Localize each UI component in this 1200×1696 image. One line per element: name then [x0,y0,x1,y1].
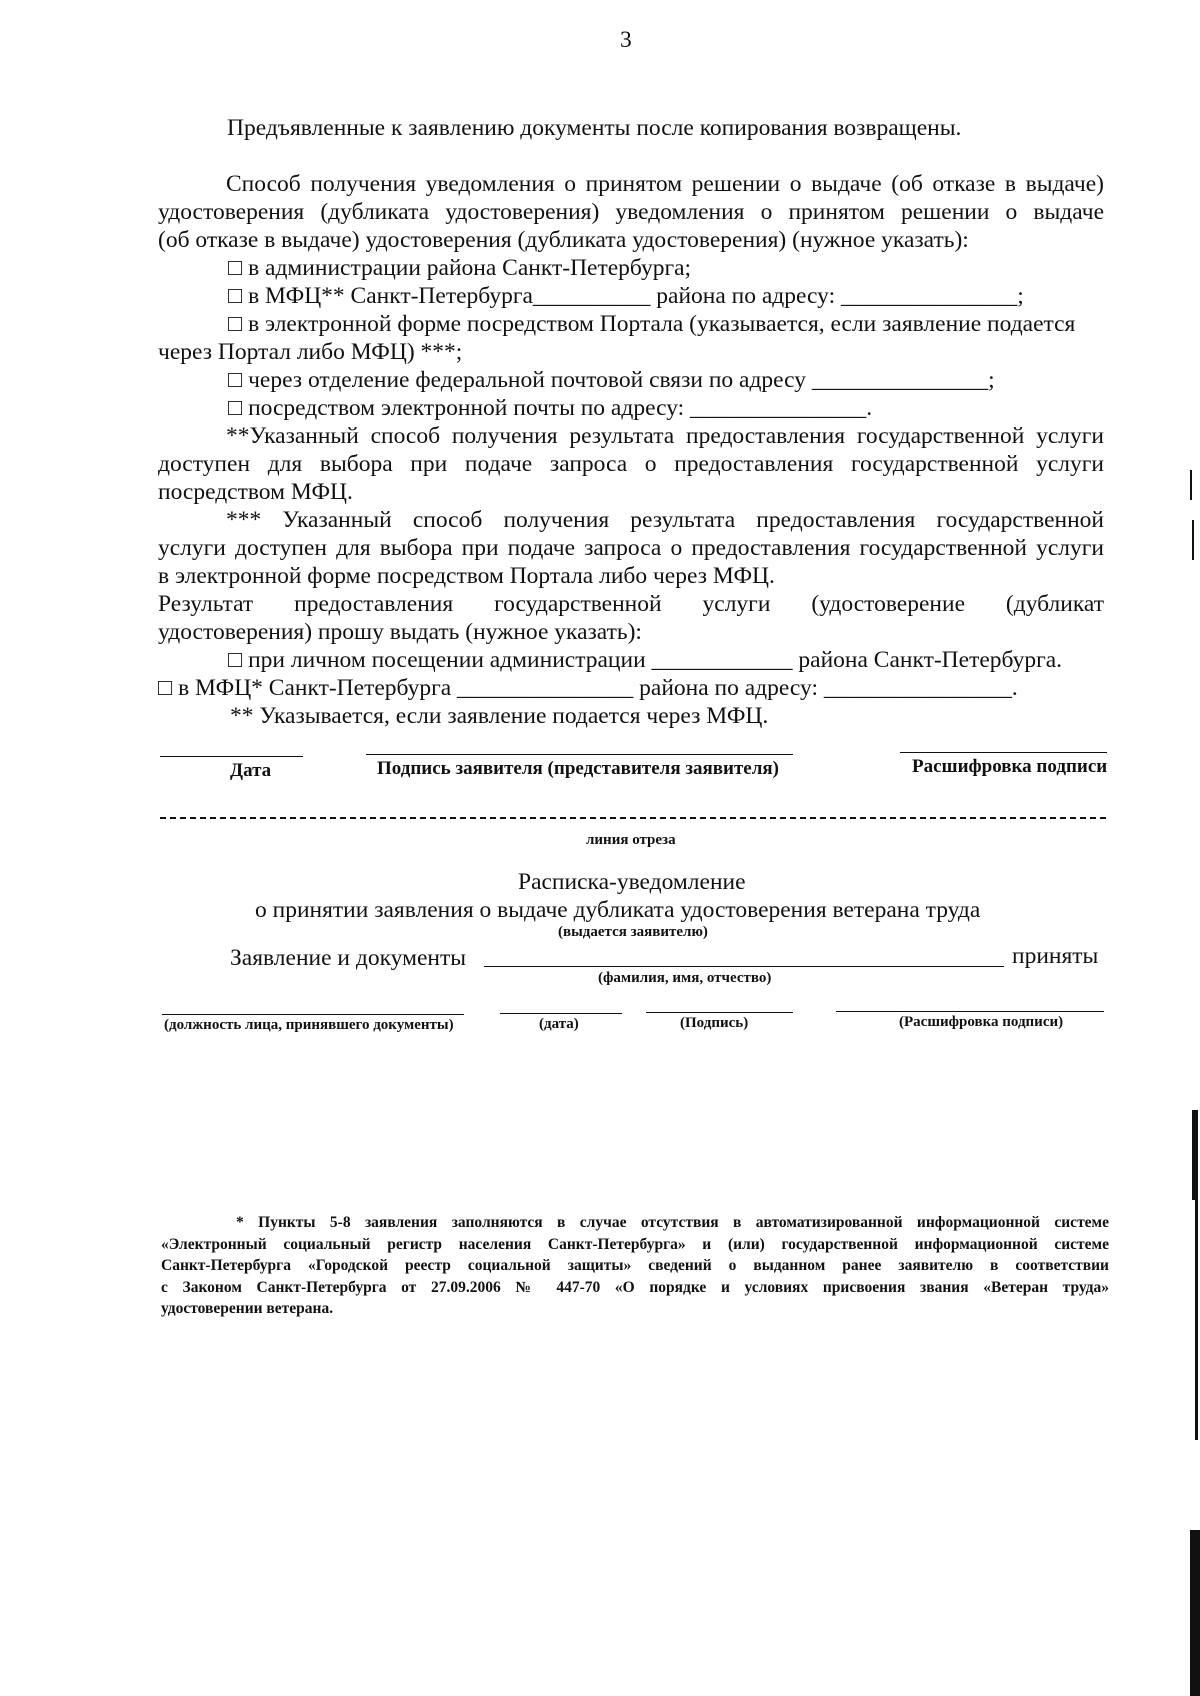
decoding-line [900,752,1107,753]
applicant-signature-line [366,754,793,755]
result-option-mfc[interactable]: □ в МФЦ* Санкт-Петербурга _______________ района по адресу: ________________. [158,675,1018,701]
date-line [160,756,303,757]
decoding-label: Расшифровка подписи [912,756,1108,777]
bottom-note [161,1212,1109,1320]
result-option-personal[interactable]: □ при личном посещении администрации ____________ района Санкт-Петербурга. [228,647,1063,673]
result-note: ** Указывается, если заявление подается через МФЦ. [230,703,769,729]
receipt-title: Расписка-уведомление [518,869,746,895]
footnote3-line-3: в электронной форме посредством Портала либо через МФЦ. [158,563,775,589]
fio-label: (фамилия, имя, отчество) [598,970,772,986]
notification-line-1: Способ получения уведомления о принятом решении о выдаче (об отказе в выдаче) [226,171,1104,197]
position-line [162,1014,464,1015]
footnote2-line-2: доступен для выбора при подаче запроса о предоставления государственной услуги [158,451,1104,477]
fio-line[interactable] [484,966,1004,967]
result-line-2: удостоверения) прошу выдать (нужное указать): [158,619,642,645]
footnote3-line-1: *** Указанный способ получения результата предоставления государственной [226,507,1104,533]
option-electronic-cont: через Портал либо МФЦ) ***; [158,339,463,365]
footnote2-line-1: **Указанный способ получения результата предоставления государственной услуги [226,423,1104,449]
option-mfc[interactable]: □ в МФЦ** Санкт-Петербурга__________ района по адресу: _______________; [228,283,1024,309]
result-line-1: Результат предоставления государственной услуги (удостоверение (дубликат [158,591,1104,617]
receipt-subtitle: о принятии заявления о выдаче дубликата удостоверения ветерана труда [255,897,981,923]
scan-mark-5 [1192,520,1194,560]
bottom-note-line-1: * Пункты 5-8 заявления заполняются в случае отсутствия в автоматизированной информационной системе [236,1214,1109,1231]
cut-line-label: линия отреза [586,832,676,848]
option-email[interactable]: □ посредством электронной почты по адресу: _______________. [228,395,873,421]
receipt-decoding-line [836,1011,1104,1012]
receipt-date-line [500,1013,622,1014]
statement-suffix: приняты [1012,943,1099,969]
receipt-date-label: (дата) [539,1016,579,1032]
page-number: 3 [620,27,632,53]
footnote3-line-2: услуги доступен для выбора при подаче запроса о предоставления государственной услуги [158,535,1104,561]
cut-line [160,817,1106,819]
scan-mark-2 [1195,1200,1198,1440]
bottom-note-line-4: с Законом Санкт-Петербурга от 27.09.2006 № 447-70 «О порядке и условиях присвоения звания «Ветеран труда» [161,1278,1109,1296]
footnote2-line-3: посредством МФЦ. [158,479,353,505]
scan-mark-1 [1192,1110,1198,1200]
bottom-note-line-5: удостоверении ветерана. [161,1300,334,1318]
position-label: (должность лица, принявшего документы) [164,1017,454,1033]
option-post[interactable]: □ через отделение федеральной почтовой связи по адресу _______________; [228,367,995,393]
receipt-signature-label: (Подпись) [680,1015,749,1031]
scan-mark-4 [1190,470,1192,500]
bottom-note-line-3: Санкт-Петербурга «Городской реестр социальной защиты» сведений о выданном ранее заявителю в соответствии [161,1257,1109,1275]
option-electronic[interactable]: □ в электронной форме посредством Портала (указывается, если заявление подается [228,311,1076,337]
intro-text: Предъявленные к заявлению документы после копирования возвращены. [227,115,962,141]
scan-mark-3 [1190,1530,1200,1696]
receipt-issued-note: (выдается заявителю) [558,924,708,940]
bottom-note-line-2: «Электронный социальный регистр населения Санкт-Петербурга» и (или) государственной информационной системе [161,1235,1109,1253]
receipt-decoding-label: (Расшифровка подписи) [899,1014,1064,1030]
receipt-signature-line [646,1012,793,1013]
applicant-signature-label: Подпись заявителя (представителя заявителя) [377,758,779,779]
notification-line-3: (об отказе в выдаче) удостоверения (дубликата удостоверения) (нужное указать): [158,227,969,253]
notification-line-2: удостоверения (дубликата удостоверения) уведомления о принятом решении о выдаче [158,199,1104,225]
statement-prefix: Заявление и документы [230,945,467,971]
date-label: Дата [230,760,272,781]
option-administration[interactable]: □ в администрации района Санкт-Петербурга; [228,255,692,281]
